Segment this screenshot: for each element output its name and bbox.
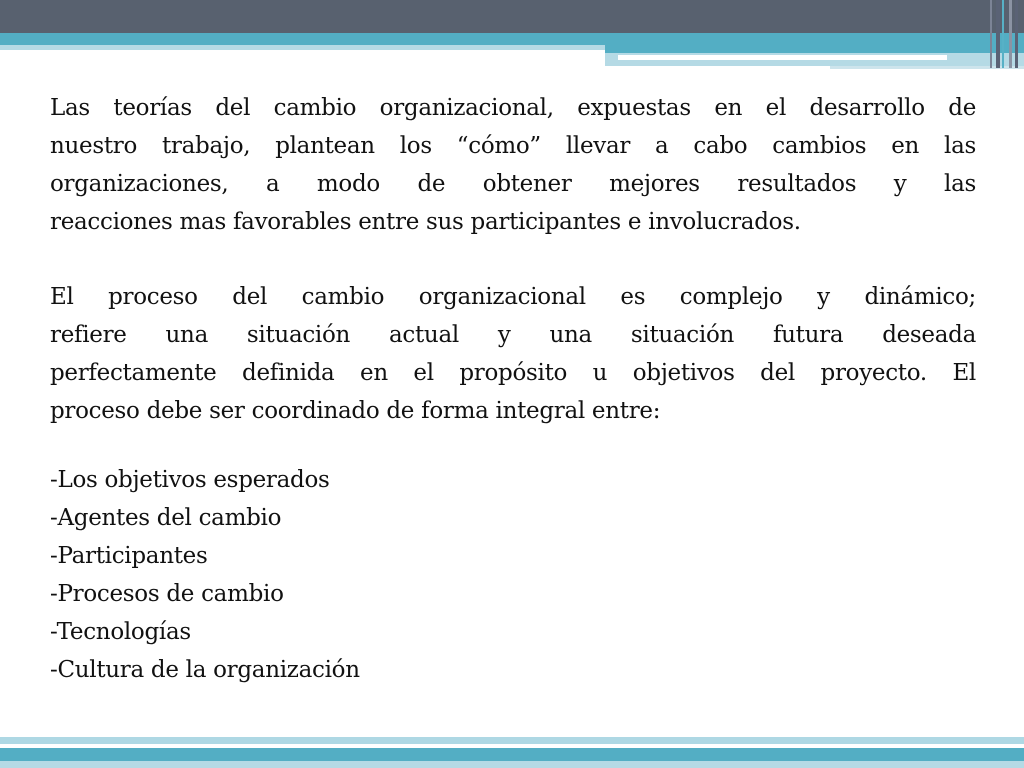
text-line: reacciones mas favorables entre sus participantes e involucrados. <box>50 209 801 235</box>
text-line: proceso debe ser coordinado de forma integral entre: <box>50 398 661 424</box>
header-white-stripe <box>618 55 947 60</box>
header-vertical-pinstripes <box>988 0 1024 68</box>
slide-body <box>50 89 976 689</box>
text-line: perfectamente definida en el propósito u objetivos del proyecto. El <box>50 360 976 386</box>
footer-pale-bar <box>0 761 1024 768</box>
text-line: -Agentes del cambio <box>50 505 282 531</box>
footer-light-bar <box>0 737 1024 744</box>
text-line: El proceso del cambio organizacional es complejo y dinámico; <box>50 284 976 310</box>
text-line: Las teorías del cambio organizacional, expuestas en el desarrollo de <box>50 95 976 121</box>
header-light-bar-left <box>0 45 605 50</box>
text-line: -Tecnologías <box>50 619 191 645</box>
paragraph-1 <box>50 89 976 241</box>
text-line: refiere una situación actual y una situación futura deseada <box>50 322 976 348</box>
text-line: organizaciones, a modo de obtener mejores resultados y las <box>50 171 976 197</box>
header-dark-bar <box>0 0 1024 33</box>
header-teal-bar-right <box>605 33 1024 53</box>
footer-teal-bar <box>0 748 1024 761</box>
text-line: -Procesos de cambio <box>50 581 284 607</box>
bullet-list <box>50 461 976 689</box>
paragraph-2 <box>50 278 976 430</box>
text-line: -Participantes <box>50 543 208 569</box>
text-line: -Cultura de la organización <box>50 657 360 683</box>
text-line: nuestro trabajo, plantean los “cómo” llevar a cabo cambios en las <box>50 133 976 159</box>
text-line: -Los objetivos esperados <box>50 467 330 493</box>
